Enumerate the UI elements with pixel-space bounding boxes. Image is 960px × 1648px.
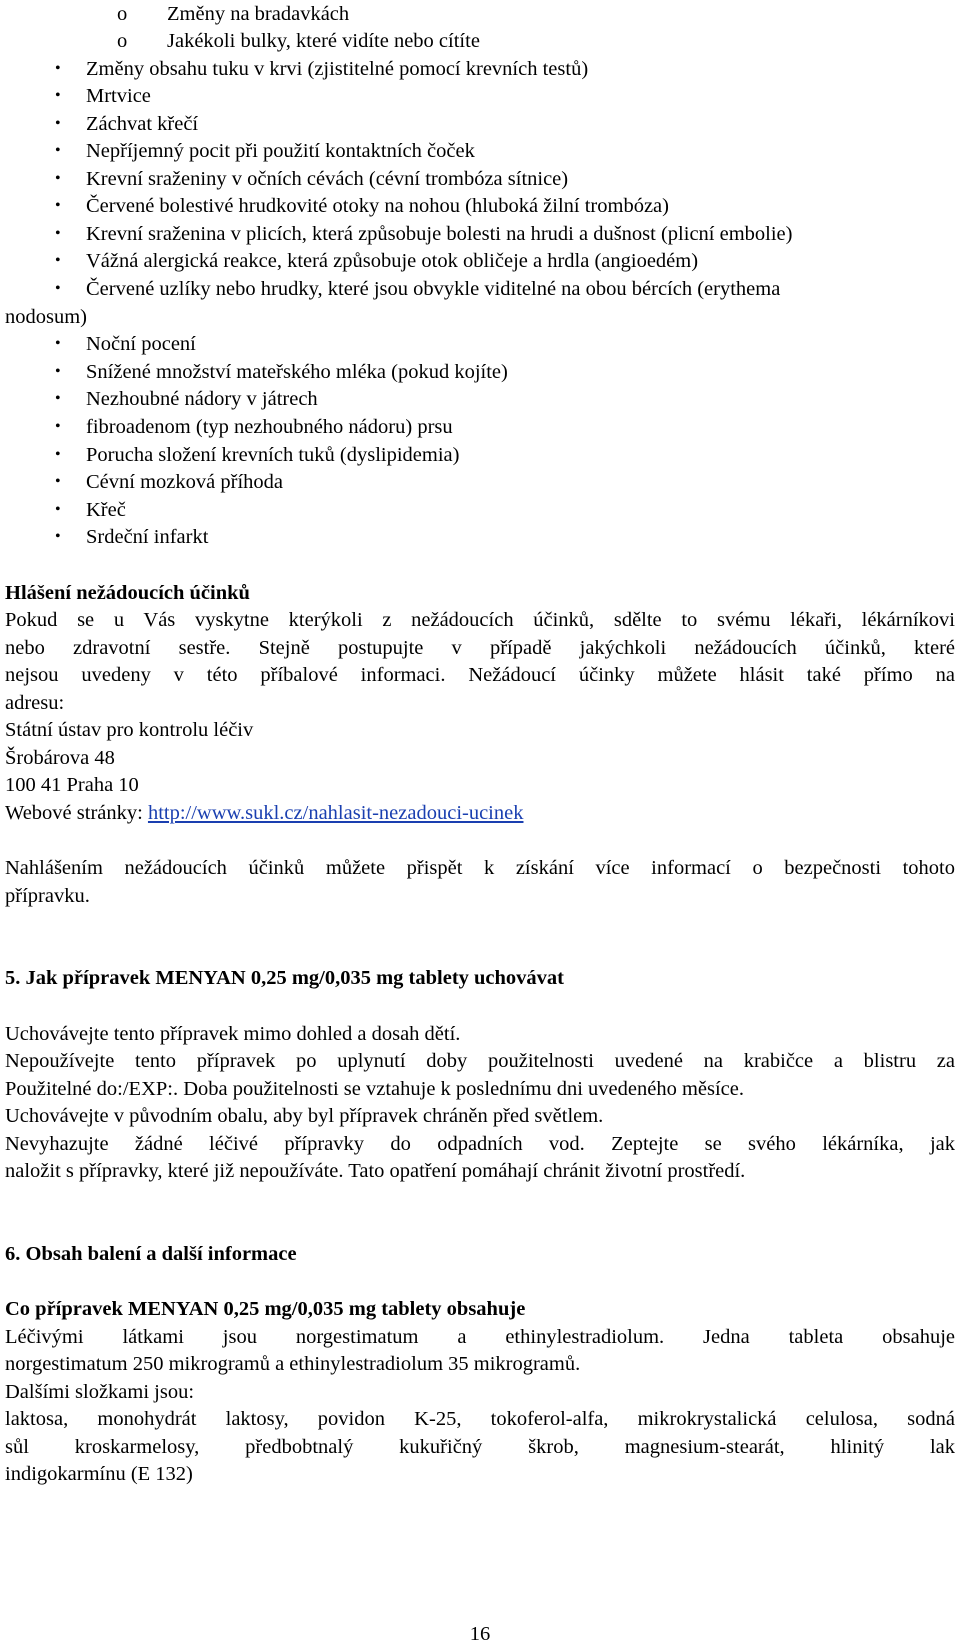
address-line: Státní ústav pro kontrolu léčiv: [5, 719, 254, 741]
bullet-icon: •: [55, 197, 61, 214]
website-link[interactable]: http://www.sukl.cz/nahlasit-nezadouci-ucinek: [147, 802, 524, 824]
section-heading-reporting: Hlášení nežádoucích účinků: [5, 582, 250, 604]
bullet-icon: •: [55, 142, 61, 159]
paragraph-line: norgestimatum 250 mikrogramů a ethinylestradiolum 35 mikrogramů.: [5, 1353, 581, 1375]
bullet-icon: •: [55, 87, 61, 104]
address-line: Šrobárova 48: [5, 747, 115, 769]
list-item-text: Cévní mozková příhoda: [86, 471, 283, 493]
paragraph-line: Léčivými látkami jsou norgestimatum a ethinylestradiolum. Jedna tableta obsahuje: [5, 1326, 955, 1348]
list-item-text: Porucha složení krevních tuků (dyslipidemia): [86, 444, 460, 466]
bullet-icon: •: [55, 252, 61, 269]
paragraph-line: sůl kroskarmelosy, předbobtnalý kukuřičný škrob, magnesium-stearát, hlinitý lak: [5, 1436, 955, 1458]
paragraph-line: Pokud se u Vás vyskytne kterýkoli z nežádoucích účinků, sdělte to svému lékaři, lékárníkovi: [5, 609, 955, 631]
paragraph-line: nebo zdravotní sestře. Stejně postupujte v případě jakýchkoli nežádoucích účinků, které: [5, 637, 955, 659]
list-item-text: Jakékoli bulky, které vidíte nebo cítíte: [167, 30, 480, 52]
subheading-composition: Co přípravek MENYAN 0,25 mg/0,035 mg tablety obsahuje: [5, 1298, 526, 1320]
list-item-text: Nepříjemný pocit při použití kontaktních čoček: [86, 140, 475, 162]
bullet-icon: •: [55, 473, 61, 490]
paragraph-line: Nevyhazujte žádné léčivé přípravky do odpadních vod. Zeptejte se svého lékárníka, jak: [5, 1133, 955, 1155]
list-item-text: fibroadenom (typ nezhoubného nádoru) prsu: [86, 416, 453, 438]
bullet-icon: •: [55, 363, 61, 380]
list-item-text: Vážná alergická reakce, která způsobuje otok obličeje a hrdla (angioedém): [86, 250, 699, 272]
bullet-icon: •: [55, 418, 61, 435]
paragraph-line: přípravku.: [5, 885, 90, 907]
list-item-text: Změny na bradavkách: [167, 3, 350, 25]
paragraph-line: indigokarmínu (E 132): [5, 1463, 193, 1485]
list-item-text: Změny obsahu tuku v krvi (zjistitelné pomocí krevních testů): [86, 58, 589, 80]
list-item-text: Křeč: [86, 499, 126, 521]
bullet-icon: •: [55, 528, 61, 545]
section-heading-contents: 6. Obsah balení a další informace: [5, 1243, 297, 1265]
bullet-icon: •: [55, 390, 61, 407]
list-item-text: Červené bolestivé hrudkovité otoky na nohou (hluboká žilní trombóza): [86, 195, 669, 217]
section-heading-storage: 5. Jak přípravek MENYAN 0,25 mg/0,035 mg tablety uchovávat: [5, 967, 565, 989]
paragraph-line: Nahlášením nežádoucích účinků můžete přispět k získání více informací o bezpečnosti tohoto: [5, 857, 955, 879]
bullet-icon: •: [55, 335, 61, 352]
website-label: Webové stránky:: [5, 802, 148, 824]
list-item-text: Srdeční infarkt: [86, 526, 209, 548]
bullet-icon: •: [55, 446, 61, 463]
bullet-icon: •: [55, 501, 61, 518]
list-item-text: Krevní sraženina v plicích, která způsobuje bolesti na hrudi a dušnost (plicní embolie): [86, 223, 793, 245]
website-line: [5, 799, 523, 827]
list-item-text: Záchvat křečí: [86, 113, 199, 135]
list-item-text: Mrtvice: [86, 85, 151, 107]
bullet-icon: •: [55, 170, 61, 187]
bullet-icon: •: [55, 115, 61, 132]
bullet-icon: •: [55, 60, 61, 77]
bullet-icon: •: [55, 225, 61, 242]
bullet-icon: •: [55, 280, 61, 297]
paragraph-line: Nepoužívejte tento přípravek po uplynutí doby použitelnosti uvedené na krabičce a blistru za: [5, 1050, 955, 1072]
paragraph-line: laktosa, monohydrát laktosy, povidon K-25, tokoferol-alfa, mikrokrystalická celulosa, sodná: [5, 1408, 955, 1430]
address-line: 100 41 Praha 10: [5, 774, 139, 796]
list-item-text: Krevní sraženiny v očních cévách (cévní trombóza sítnice): [86, 168, 569, 190]
paragraph-line: adresu:: [5, 692, 65, 714]
list-item-text: Snížené množství mateřského mléka (pokud kojíte): [86, 361, 508, 383]
paragraph-line: Uchovávejte v původním obalu, aby byl přípravek chráněn před světlem.: [5, 1105, 604, 1127]
list-marker: o: [117, 3, 128, 25]
list-item-text: Noční pocení: [86, 333, 196, 355]
paragraph-line: Použitelné do:/EXP:. Doba použitelnosti se vztahuje k poslednímu dni uvedeného měsíce.: [5, 1078, 744, 1100]
paragraph-line: nejsou uvedeny v této příbalové informaci. Nežádoucí účinky můžete hlásit také přímo na: [5, 664, 955, 686]
list-marker: o: [117, 30, 128, 52]
list-item-text: Červené uzlíky nebo hrudky, které jsou obvykle viditelné na obou bércích (erythema: [86, 278, 781, 300]
list-item-text: Nezhoubné nádory v játrech: [86, 388, 318, 410]
paragraph-line: naložit s přípravky, které již nepoužíváte. Tato opatření pomáhají chránit životní prostředí.: [5, 1160, 746, 1182]
page-number: 16: [469, 1623, 491, 1645]
paragraph-line: Dalšími složkami jsou:: [5, 1381, 195, 1403]
paragraph-line: Uchovávejte tento přípravek mimo dohled a dosah dětí.: [5, 1023, 461, 1045]
list-item-continuation: nodosum): [5, 306, 87, 328]
